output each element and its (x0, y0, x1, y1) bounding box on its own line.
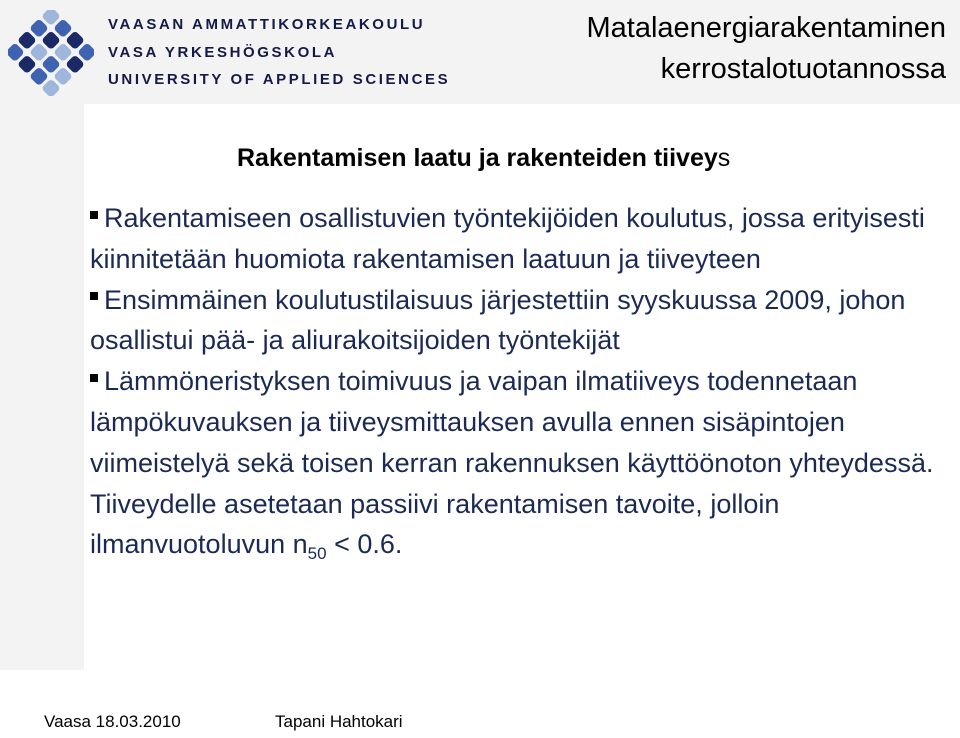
university-logo (8, 8, 451, 98)
logo-mark-icon (8, 10, 94, 96)
bullet-subscript: 50 (307, 544, 327, 564)
logo-text-finnish: VAASAN AMMATTIKORKEAKOULU (108, 16, 426, 33)
square-bullet-icon (90, 292, 98, 300)
slide-subtitle (237, 144, 730, 173)
slide-title-line-2: kerrostalotuotannossa (660, 53, 946, 85)
logo-text-swedish: VASA YRKESHÖGSKOLA (108, 44, 338, 61)
bullet-item (90, 361, 958, 575)
bullet-item (90, 198, 958, 280)
bullet-text: Ensimmäinen koulutustilaisuus järjestettiin syyskuussa 2009, johon osallistui pää- ja aliurakoitsijoiden työntekijät (90, 284, 906, 356)
square-bullet-icon (90, 211, 98, 219)
bullet-suffix: < 0.6. (326, 529, 403, 560)
bullet-text: Lämmöneristyksen toimivuus ja vaipan ilmatiiveys todennetaan lämpökuvauksen ja tiiveysmittauksen avulla ennen sisäpintojen viimeistelyä sekä toisen kerran rakennuksen käyttöönoton yhteydessä. Tiiveydelle asetetaan passiivi rakentamisen tavoite, jolloin ilmanvuotoluvun n (90, 366, 934, 560)
footer-author: Tapani Hahtokari (275, 712, 403, 731)
footer-date: Vaasa 18.03.2010 (44, 712, 181, 731)
subtitle-tail: s (717, 144, 731, 172)
square-bullet-icon (90, 374, 98, 382)
bullet-text: Rakentamiseen osallistuvien työntekijöiden koulutus, jossa erityisesti kiinnitetään huomiota rakentamisen laatuun ja tiiveyteen (90, 203, 925, 274)
logo-text-english: UNIVERSITY OF APPLIED SCIENCES (108, 71, 451, 88)
left-band (0, 104, 84, 670)
bullet-list (90, 198, 958, 575)
bullet-item (90, 280, 958, 362)
slide-title-line-1: Matalaenergiarakentaminen (586, 12, 946, 44)
subtitle-main: Rakentamisen laatu ja rakenteiden tiivey (237, 144, 718, 172)
